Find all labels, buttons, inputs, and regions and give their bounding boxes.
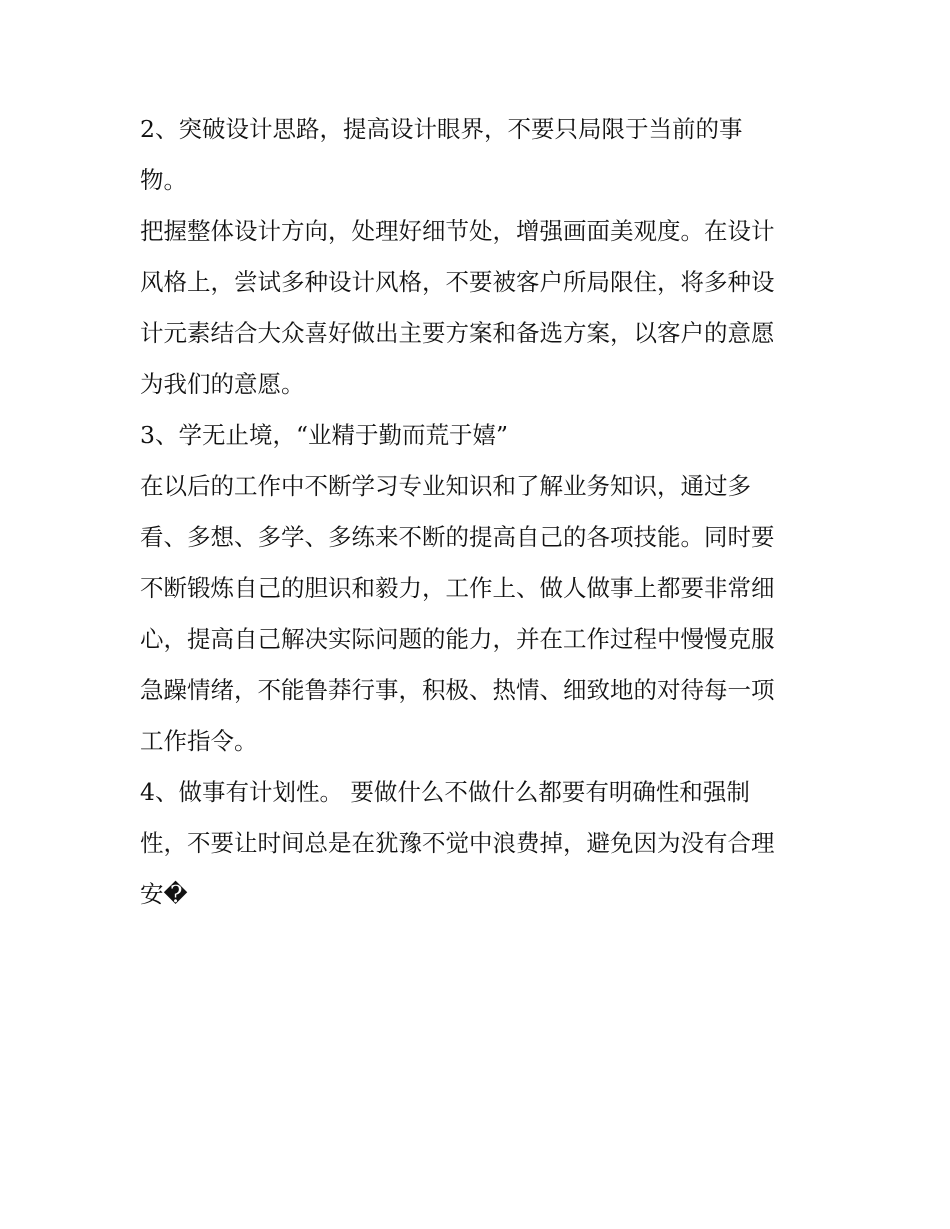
- text-line: 工作指令。: [140, 727, 258, 755]
- text-line: 安�: [140, 880, 188, 908]
- text-line: 4、做事有计划性。 要做什么不做什么都要有明确性和强制: [140, 778, 750, 806]
- document-body: [140, 104, 815, 920]
- text-line: 3、学无止境，“业精于勤而荒于嬉”: [140, 421, 508, 449]
- text-line: 心，提高自己解决实际问题的能力，并在工作过程中慢慢克服: [140, 625, 775, 653]
- text-line: 风格上，尝试多种设计风格，不要被客户所局限住，将多种设: [140, 268, 775, 296]
- text-line: 计元素结合大众喜好做出主要方案和备选方案，以客户的意愿: [140, 319, 775, 347]
- text-line: 为我们的意愿。: [140, 370, 305, 398]
- text-line: 把握整体设计方向，处理好细节处，增强画面美观度。在设计: [140, 217, 775, 245]
- text-line: 性，不要让时间总是在犹豫不觉中浪费掉，避免因为没有合理: [140, 829, 775, 857]
- text-line: 物。: [140, 166, 187, 194]
- text-line: 急躁情绪，不能鲁莽行事，积极、热情、细致地的对待每一项: [140, 676, 775, 704]
- text-line: 不断锻炼自己的胆识和毅力，工作上、做人做事上都要非常细: [140, 574, 775, 602]
- text-line: 在以后的工作中不断学习专业知识和了解业务知识，通过多: [140, 472, 751, 500]
- text-line: 2、突破设计思路，提高设计眼界，不要只局限于当前的事: [140, 115, 743, 143]
- text-line: 看、多想、多学、多练来不断的提高自己的各项技能。同时要: [140, 523, 775, 551]
